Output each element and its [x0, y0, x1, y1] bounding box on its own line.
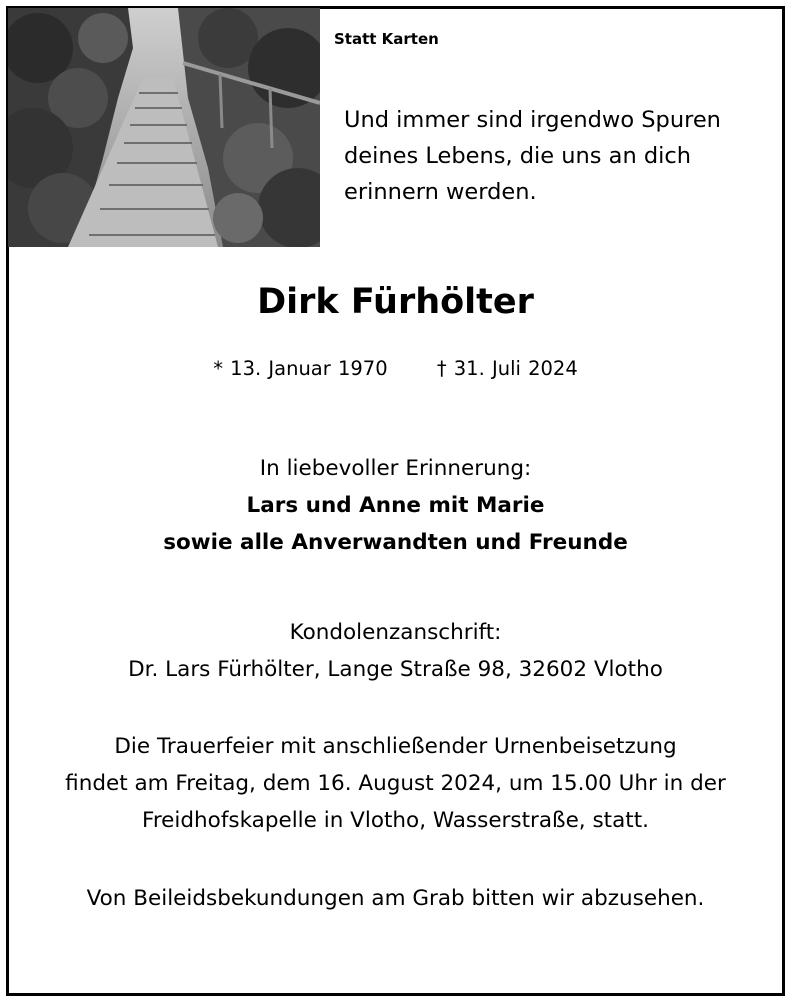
life-dates	[0, 357, 791, 380]
quote-line: Und immer sind irgendwo Spuren	[344, 107, 721, 133]
service-line: Freidhofskapelle in Vlotho, Wasserstraße, statt.	[142, 808, 649, 833]
service-block	[0, 728, 791, 839]
stairs-photo	[8, 8, 320, 247]
condolence-block	[0, 614, 791, 688]
quote-line: erinnern werden.	[344, 179, 537, 205]
condolence-label: Kondolenzanschrift:	[289, 620, 502, 645]
quote-line: deines Lebens, die uns an dich	[344, 143, 692, 169]
deceased-name: Dirk Fürhölter	[257, 282, 534, 322]
closing-note	[0, 880, 791, 917]
death-date: † 31. Juli 2024	[436, 357, 578, 380]
mourners-family: Lars und Anne mit Marie	[246, 493, 545, 518]
condolence-address: Dr. Lars Fürhölter, Lange Straße 98, 32602 Vlotho	[128, 657, 663, 682]
service-line: Die Trauerfeier mit anschließender Urnenbeisetzung	[114, 734, 677, 759]
mourners-block	[0, 450, 791, 561]
memorial-quote	[344, 102, 774, 210]
closing-note-text: Von Beileidsbekundungen am Grab bitten wir abzusehen.	[86, 886, 705, 911]
birth-date: * 13. Januar 1970	[213, 357, 388, 380]
mourners-intro: In liebevoller Erinnerung:	[259, 456, 532, 481]
mourners-relatives: sowie alle Anverwandten und Freunde	[163, 530, 628, 555]
statt-karten-label: Statt Karten	[334, 30, 439, 48]
service-line: findet am Freitag, dem 16. August 2024, um 15.00 Uhr in der	[65, 771, 726, 796]
